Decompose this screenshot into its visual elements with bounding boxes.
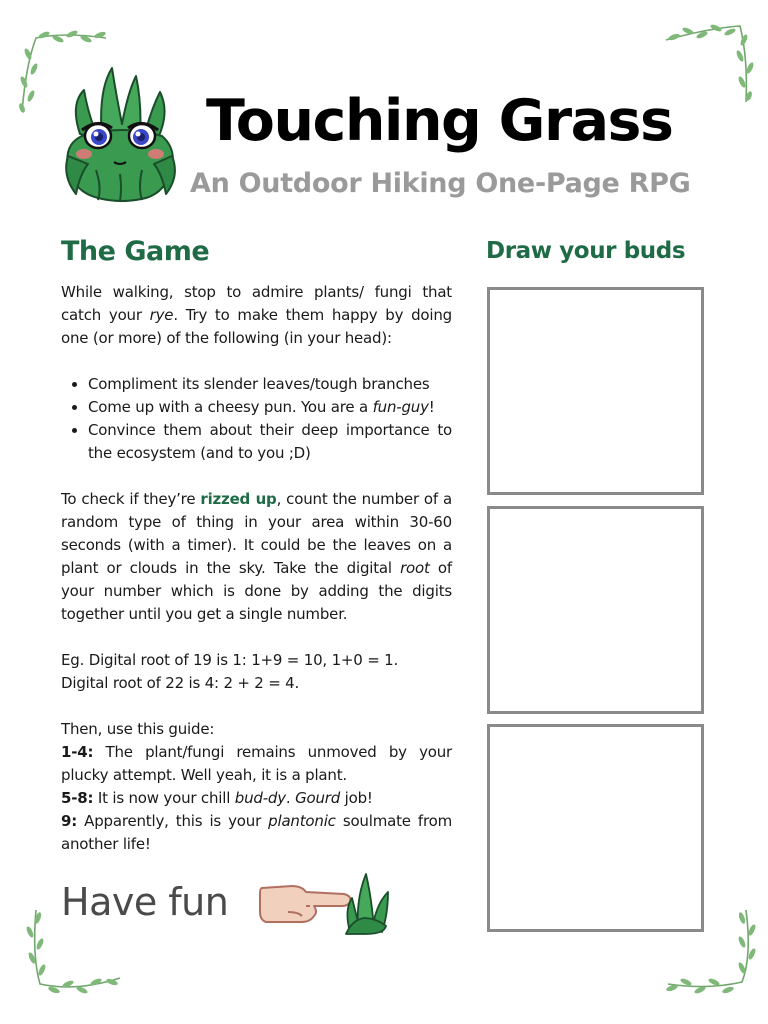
bullet-emphasis: fun-guy	[372, 398, 429, 416]
guide-label: 5-8:	[61, 789, 94, 807]
example-line-1: Eg. Digital root of 19 is 1: 1+9 = 10, 1+0 = 1.	[61, 651, 399, 669]
intro-text: While walking, stop to admire plants/ fungi that catch your	[61, 283, 452, 324]
bullet-list	[61, 373, 452, 465]
intro-text-end: . Try to make them happy by doing one (or more) of the following (in your head):	[61, 306, 452, 347]
list-item	[88, 373, 452, 396]
guide-label: 9:	[61, 812, 78, 830]
guide-text: The plant/fungi remains unmoved by your plucky attempt. Well yeah, it is a plant.	[61, 743, 452, 784]
draw-heading: Draw your buds	[486, 238, 686, 264]
guide-text: It is now your chill	[93, 789, 235, 807]
have-fun-text: Have fun	[61, 880, 229, 924]
check-text-end: of your number which is done by adding the digits together until you get a single number.	[61, 559, 452, 623]
guide-result-1-4	[61, 741, 452, 787]
guide-emphasis: Gourd	[295, 789, 341, 807]
grass-mascot-icon	[62, 64, 180, 204]
example-line-2: Digital root of 22 is 4: 2 + 2 = 4.	[61, 674, 300, 692]
check-emphasis: root	[400, 559, 430, 577]
guide-text-end: soulmate from another life!	[61, 812, 453, 853]
rizzed-up-highlight: rizzed up	[200, 490, 277, 508]
guide-intro: Then, use this guide:	[61, 720, 215, 738]
page-subtitle: An Outdoor Hiking One-Page RPG	[190, 168, 691, 199]
game-rules	[61, 281, 452, 856]
intro-emphasis: rye	[149, 306, 174, 324]
guide-result-9	[61, 810, 452, 856]
list-item	[88, 396, 452, 419]
guide-emphasis: bud-dy	[234, 789, 286, 807]
game-heading: The Game	[61, 236, 210, 267]
bullet-text-end: !	[428, 398, 435, 416]
list-item	[88, 419, 452, 465]
guide-result-5-8	[61, 787, 452, 810]
guide-text: Apparently, this is your	[77, 812, 269, 830]
drawing-box-2[interactable]	[487, 506, 704, 714]
guide-label: 1-4:	[61, 743, 94, 761]
bullet-text: Come up with a cheesy pun. You are a	[88, 398, 373, 416]
page-title: Touching Grass	[206, 88, 673, 154]
check-paragraph	[61, 488, 452, 626]
bullet-text: Compliment its slender leaves/tough branches	[88, 375, 430, 393]
bullet-text: Convince them about their deep importance to the ecosystem (and to you ;D)	[88, 421, 452, 462]
grass-tuft-icon	[342, 870, 392, 936]
guide-text-end: job!	[340, 789, 373, 807]
check-text: To check if they’re	[61, 490, 201, 508]
pointing-hand-icon	[258, 882, 354, 926]
drawing-box-1[interactable]	[487, 287, 704, 495]
vine-corner-top-right-icon	[660, 18, 756, 106]
intro-paragraph	[61, 281, 452, 350]
check-text-mid: , count the number of a random type of thing in your area within 30-60 seconds (with a timer). It could be the leaves on a plant or clouds in the sky. Take the digital	[61, 490, 453, 577]
guide-emphasis: plantonic	[268, 812, 336, 830]
guide-text-mid: .	[285, 789, 296, 807]
drawing-box-3[interactable]	[487, 724, 704, 932]
